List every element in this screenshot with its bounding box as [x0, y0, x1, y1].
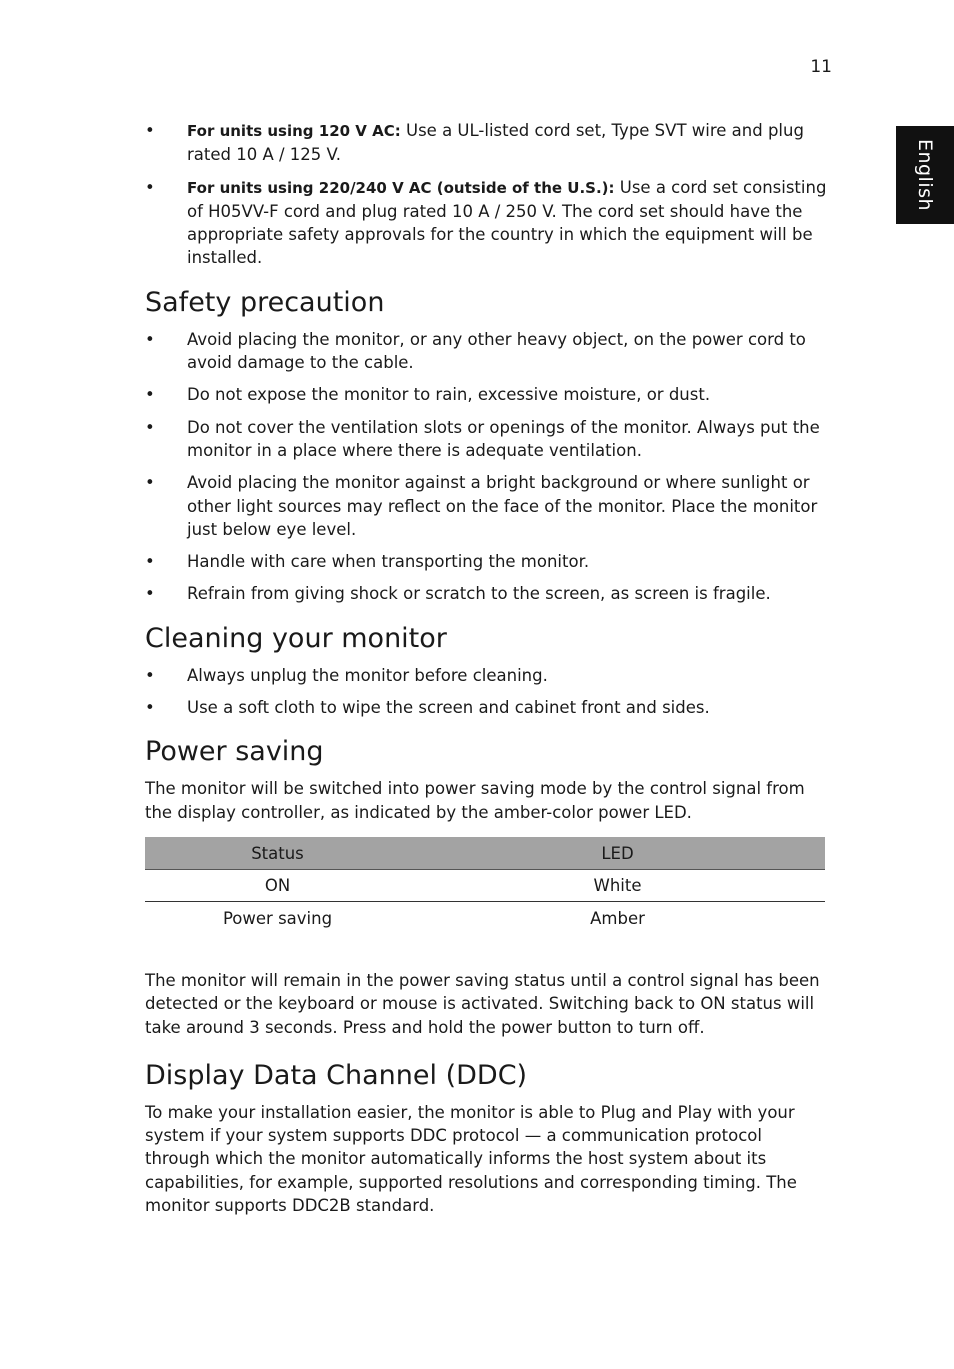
list-item: • Avoid placing the monitor against a bright background or where sunlight or other light sources may reflect on the face of the monitor. Place the monitor just below eye level. [145, 471, 831, 541]
list-item: • Use a soft cloth to wipe the screen and cabinet front and sides. [145, 696, 831, 719]
list-item [145, 119, 831, 167]
table-header-row [145, 837, 825, 870]
list-item: • Do not cover the ventilation slots or openings of the monitor. Always put the monitor in a place where there is adequate ventilation. [145, 416, 831, 463]
table-cell: ON [145, 870, 410, 902]
table-row [145, 902, 825, 934]
power-saving-heading: Power saving [145, 736, 324, 768]
item-lead: For units using 220/240 V AC (outside of the U.S.): [187, 178, 615, 197]
safety-list [145, 328, 831, 606]
ddc-text: To make your installation easier, the monitor is able to Plug and Play with your system if your system supports DDC protocol — a communication protocol through which the monitor automatically informs the host system about its capabilities, for example, supported resolutions and corresponding timing. The monitor supports DDC2B standard. [145, 1102, 797, 1216]
power-saving-intro: The monitor will be switched into power saving mode by the control signal from the display controller, as indicated by the amber-color power LED. [145, 779, 805, 822]
list-item: • Do not expose the monitor to rain, excessive moisture, or dust. [145, 383, 831, 406]
item-lead: For units using 120 V AC: [187, 122, 401, 140]
list-item: • Always unplug the monitor before cleaning. [145, 664, 831, 687]
table-cell: Power saving [222, 908, 333, 928]
list-item: • Refrain from giving shock or scratch to the screen, as screen is fragile. [145, 582, 831, 605]
ddc-heading: Display Data Channel (DDC) [145, 1059, 528, 1091]
item-text: Use a UL-listed cord set, Type SVT wire and plug rated 10 A / 125 V. [187, 121, 804, 165]
list-item: • Handle with care when transporting the monitor. [145, 550, 831, 573]
power-status-table [145, 837, 825, 934]
power-cord-list [145, 119, 831, 270]
table-cell: Amber [590, 908, 645, 928]
column-header-status: Status [145, 837, 410, 870]
power-saving-outro: The monitor will remain in the power saving status until a control signal has been detected or the keyboard or mouse is activated. Switching back to ON status will take around 3 seconds. Press and hold the power button to turn off. [145, 970, 820, 1037]
safety-heading: Safety precaution [145, 286, 385, 318]
list-item: • Avoid placing the monitor, or any other heavy object, on the power cord to avoid damage to the cable. [145, 328, 831, 375]
language-tab-label: English [914, 138, 936, 212]
column-header-led: LED [410, 837, 825, 870]
list-item [145, 176, 831, 270]
cleaning-list [145, 664, 831, 720]
cleaning-heading: Cleaning your monitor [145, 622, 447, 654]
page-content [145, 119, 831, 1217]
table-row [145, 870, 825, 902]
language-tab [896, 126, 954, 224]
table-cell: White [410, 870, 825, 902]
page-number: 11 [810, 57, 832, 77]
item-text: Use a cord set consisting of H05VV-F cord and plug rated 10 A / 250 V. The cord set should have the appropriate safety approvals for the country in which the equipment will be installed. [187, 177, 827, 268]
